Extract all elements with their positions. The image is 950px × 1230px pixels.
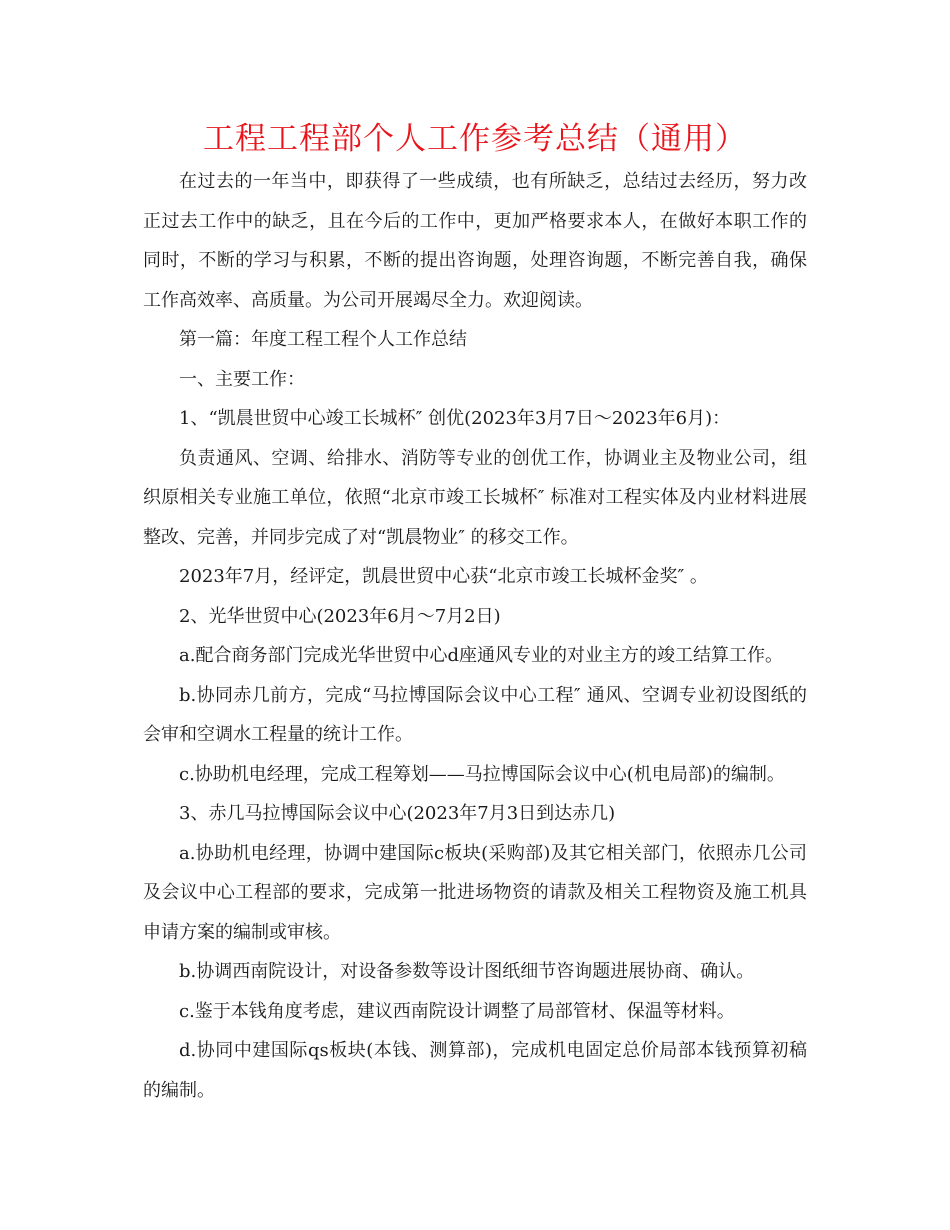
paragraph-section-heading: 一、主要工作： (179, 368, 305, 390)
paragraph-item-2-b: b.协同赤几前方，完成“马拉博国际会议中心工程″ 通风、空调专业初设图纸的会审和空调水工程量的统计工作。 (143, 684, 807, 745)
paragraph-item-2-a: a.配合商务部门完成光华世贸中心d座通风专业的对业主方的竣工结算工作。 (179, 645, 783, 666)
paragraph-intro: 在过去的一年当中，即获得了一些成绩，也有所缺乏，总结过去经历，努力改正过去工作中的缺乏，且在今后的工作中，更加严格要求本人，在做好本职工作的同时，不断的学习与积累，不断的提出咨询题，处理咨询题，不断完善自我，确保工作高效率、高质量。为公司开展竭尽全力。欢迎阅读。 (143, 171, 807, 311)
paragraph-item-2-c: c.协助机电经理，完成工程筹划——马拉博国际会议中心(机电局部)的编制。 (179, 763, 785, 785)
paragraph-item-1-body: 负责通风、空调、给排水、消防等专业的创优工作，协调业主及物业公司，组织原相关专业施工单位，依照“北京市竣工长城杯″ 标准对工程实体及内业材料进展整改、完善，并同步完成了对“凯晨物业″ 的移交工作。 (143, 447, 807, 548)
paragraph-item-3-c: c.鉴于本钱角度考虑，建议西南院设计调整了局部管材、保温等材料。 (179, 1000, 735, 1022)
document-title: 工程工程部个人工作参考总结（通用） (203, 121, 747, 157)
paragraph-item-3-heading: 3、赤几马拉博国际会议中心(2023年7月3日到达赤几) (179, 803, 616, 824)
paragraph-item-1-result: 2023年7月，经评定，凯晨世贸中心获“北京市竣工长城杯金奖″ 。 (179, 566, 708, 587)
paragraph-chapter-heading: 第一篇：年度工程工程个人工作总结 (179, 329, 467, 350)
paragraph-item-3-b: b.协调西南院设计，对设备参数等设计图纸细节咨询题进展协商、确认。 (179, 961, 755, 982)
paragraph-item-3-d: d.协同中建国际qs板块(本钱、测算部)，完成机电固定总价局部本钱预算初稿的编制。 (143, 1040, 807, 1101)
paragraph-item-2-heading: 2、光华世贸中心(2023年6月～7月2日) (179, 605, 501, 627)
document-body (143, 162, 807, 1110)
paragraph-item-1-heading: 1、“凯晨世贸中心竣工长城杯″ 创优(2023年3月7日～2023年6月)： (179, 408, 731, 429)
paragraph-item-3-a: a.协助机电经理，协调中建国际c板块(采购部)及其它相关部门，依照赤几公司及会议中心工程部的要求，完成第一批进场物资的请款及相关工程物资及施工机具申请方案的编制或审核。 (143, 842, 807, 943)
